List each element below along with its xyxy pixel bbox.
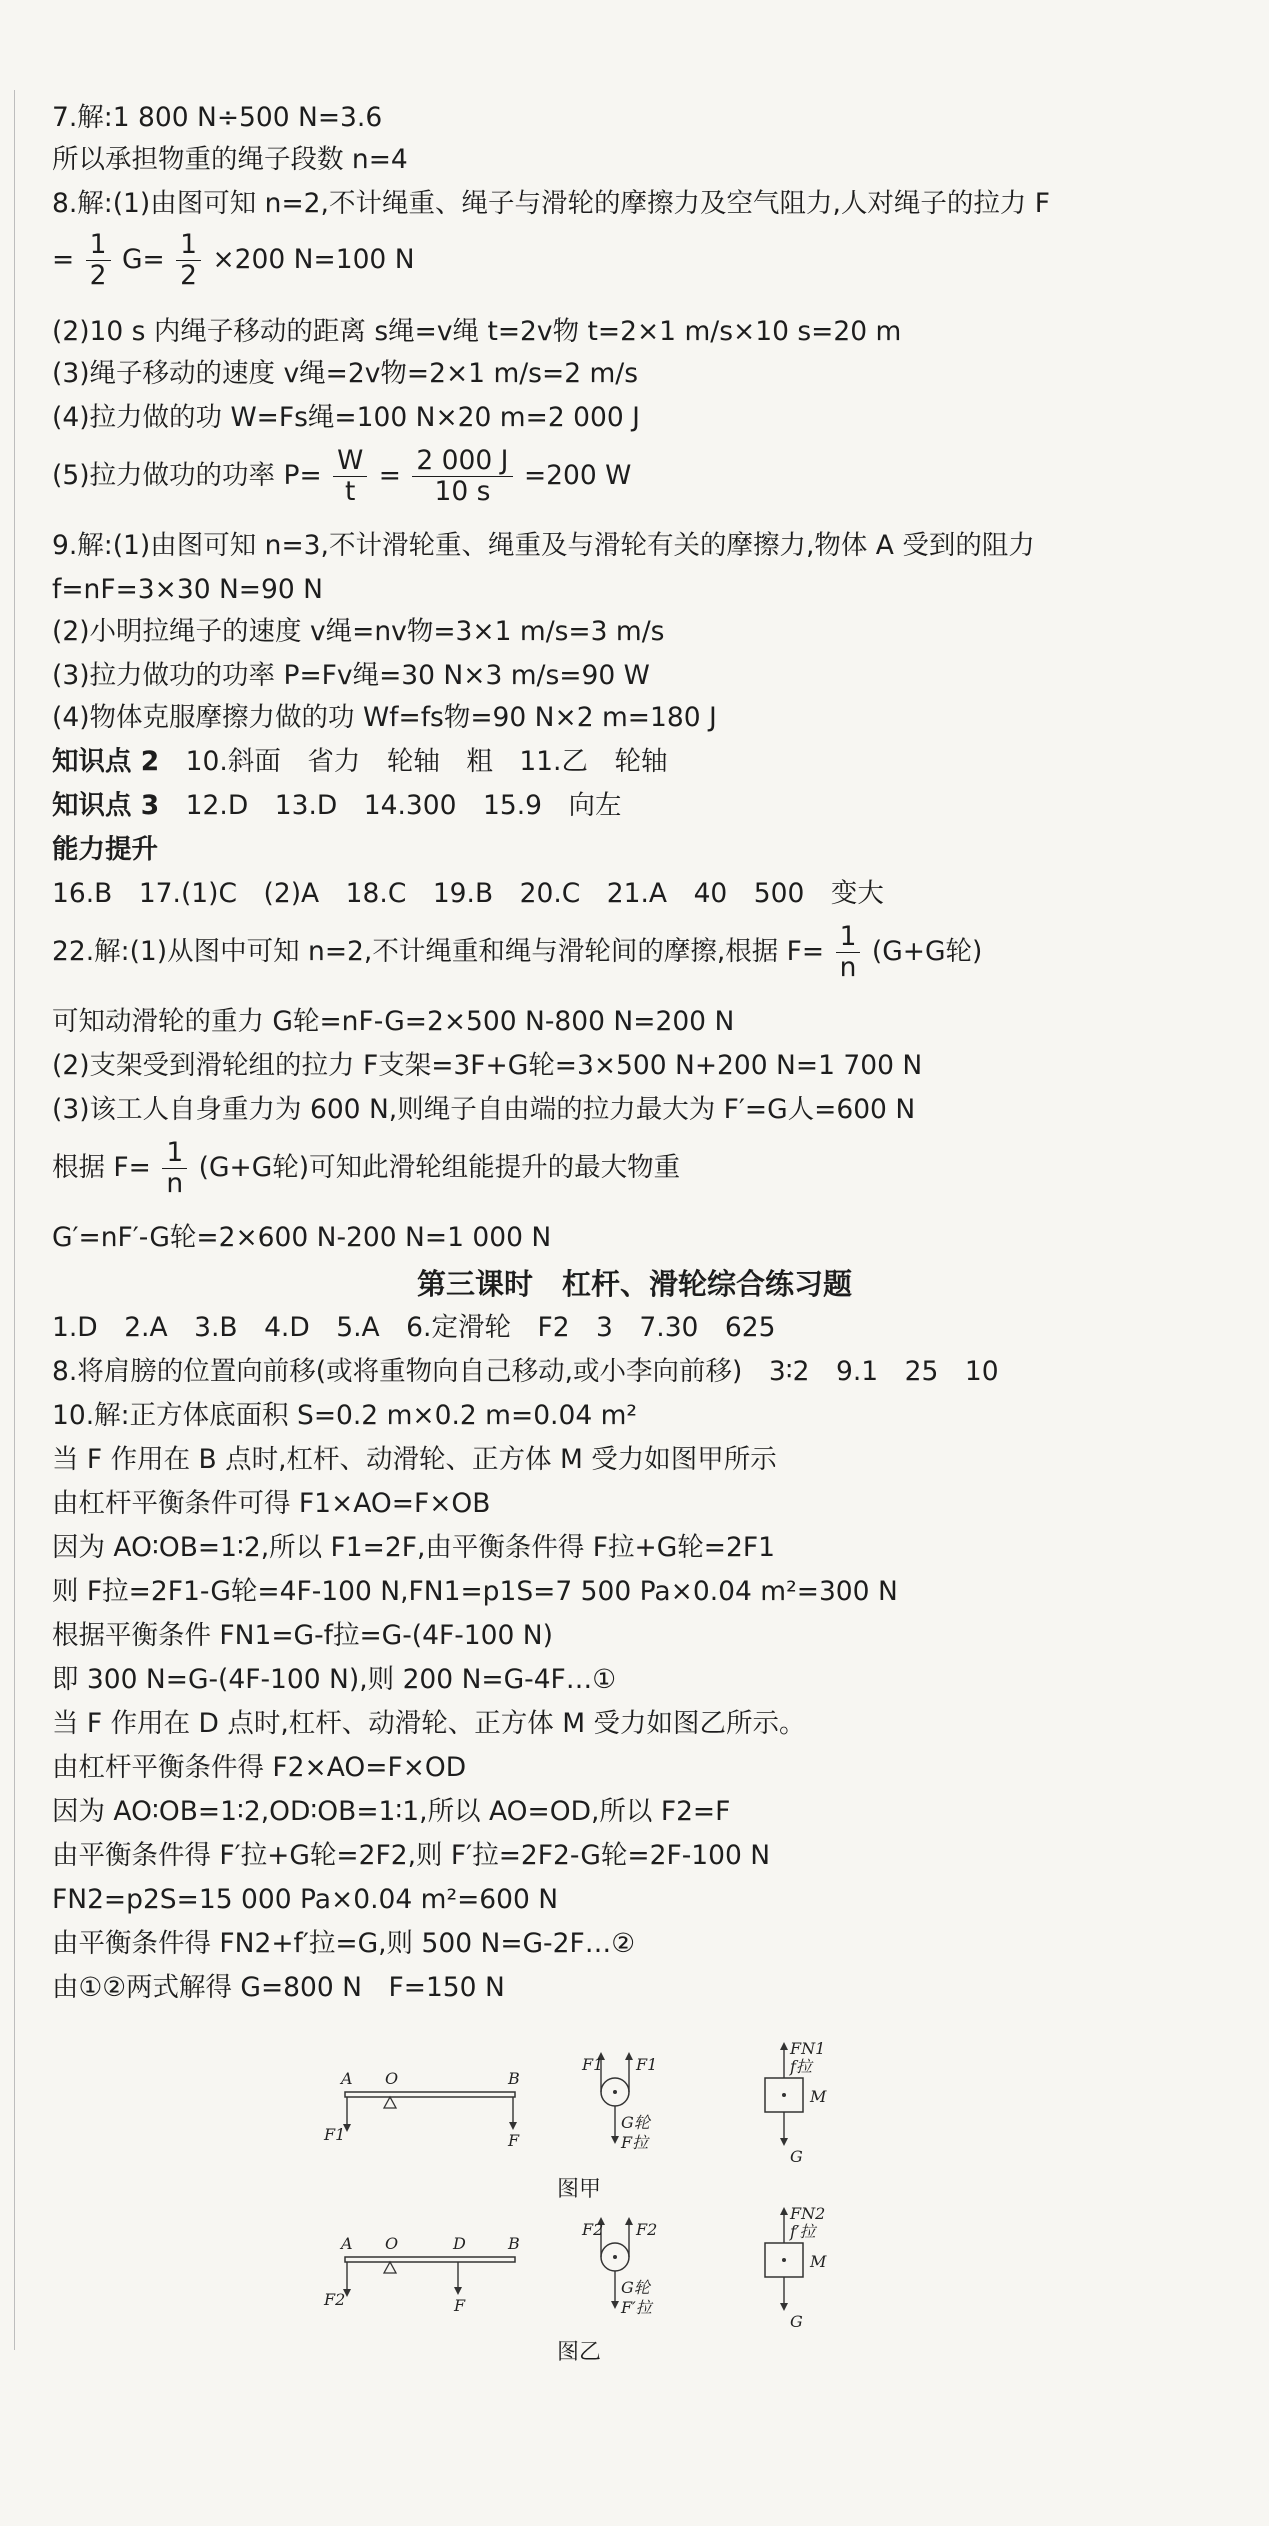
force-label-G-wheel: G轮 [621, 2278, 650, 2297]
text-line: (3)绳子移动的速度 v绳=2v物=2×1 m/s=2 m/s [52, 358, 639, 389]
force-label-f-pull: f拉 [790, 2057, 812, 2076]
text-line: 可知动滑轮的重力 G轮=nF-G=2×500 N-800 N=200 N [52, 1006, 735, 1037]
equation-line [52, 920, 982, 984]
text-line: f=nF=3×30 N=90 N [52, 574, 323, 605]
text-line: 即 300 N=G-(4F-100 N),则 200 N=G-4F…① [52, 1664, 617, 1695]
eq-text: = [378, 460, 401, 491]
force-label-F-pull: F拉 [621, 2133, 649, 2152]
fraction-numerator: 1 [176, 230, 201, 261]
point-label-B: B [508, 2234, 520, 2253]
fraction [176, 230, 201, 291]
answer-text: 10.斜面 省力 轮轴 粗 11.乙 轮轴 [185, 746, 668, 777]
section-title: 第三课时 杠杆、滑轮综合练习题 [416, 1267, 852, 1301]
force-label-F-pull: F′拉 [621, 2298, 652, 2317]
point-label-A: A [341, 2069, 353, 2088]
text-line: (2)支架受到滑轮组的拉力 F支架=3F+G轮=3×500 N+200 N=1 700 N [52, 1050, 923, 1081]
fraction-numerator: 2 000 J [412, 446, 512, 477]
fraction-numerator: 1 [836, 922, 861, 953]
force-label-F: F [508, 2131, 520, 2150]
text-line: 9.解:(1)由图可知 n=3,不计滑轮重、绳重及与滑轮有关的摩擦力,物体 A 受到的阻力 [52, 530, 1035, 561]
text-line: 因为 AO∶OB=1∶2,所以 F1=2F,由平衡条件得 F拉+G轮=2F1 [52, 1532, 775, 1563]
text-line: 由平衡条件得 F′拉+G轮=2F2,则 F′拉=2F2-G轮=2F-100 N [52, 1840, 771, 1871]
text-line: 由杠杆平衡条件得 F2×AO=F×OD [52, 1752, 467, 1783]
force-label-F2: F2 [324, 2290, 346, 2309]
equation-line [52, 1136, 680, 1200]
force-label-F2: F2 [582, 2220, 604, 2239]
block-diagram [765, 2205, 827, 2331]
text-line: 8.解:(1)由图可知 n=2,不计绳重、绳子与滑轮的摩擦力及空气阻力,人对绳子的拉力 F [52, 188, 1051, 219]
text-line: (4)拉力做的功 W=Fs绳=100 N×20 m=2 000 J [52, 402, 640, 433]
pulley-diagram [581, 2052, 657, 2152]
figure-jia [310, 2040, 850, 2175]
point-label-A: A [341, 2234, 353, 2253]
fraction [86, 230, 111, 291]
section-label: 知识点 2 [52, 746, 160, 777]
fraction [333, 446, 367, 507]
point-label-O: O [385, 2234, 399, 2253]
point-label-B: B [508, 2069, 520, 2088]
text-line: 7.解:1 800 N÷500 N=3.6 [52, 102, 383, 133]
force-label-F1: F1 [324, 2125, 346, 2144]
text-line: G′=nF′-G轮=2×600 N-200 N=1 000 N [52, 1222, 552, 1253]
text-line: 1.D 2.A 3.B 4.D 5.A 6.定滑轮 F2 3 7.30 625 [52, 1312, 776, 1343]
fraction-denominator: 2 [89, 260, 107, 291]
fraction-denominator: 10 s [434, 476, 491, 507]
force-label-G: G [790, 2312, 803, 2331]
fraction-numerator: 1 [162, 1138, 187, 1169]
fraction [836, 922, 861, 983]
force-label-G: G [790, 2147, 803, 2166]
eq-text: (G+G轮)可知此滑轮组能提升的最大物重 [198, 1152, 681, 1183]
point-label-O: O [385, 2069, 399, 2088]
pulley-diagram [581, 2217, 657, 2317]
fraction-numerator: W [333, 446, 367, 477]
eq-text: 22.解:(1)从图中可知 n=2,不计绳重和绳与滑轮间的摩擦,根据 F= [52, 936, 825, 967]
fraction-denominator: n [166, 1168, 184, 1199]
text-line: 因为 AO∶OB=1∶2,OD∶OB=1∶1,所以 AO=OD,所以 F2=F [52, 1796, 731, 1827]
figure-caption: 图甲 [557, 2177, 602, 2202]
text-line: (2)10 s 内绳子移动的距离 s绳=v绳 t=2v物 t=2×1 m/s×10 s=20 m [52, 316, 902, 347]
text-line: 由平衡条件得 FN2+f′拉=G,则 500 N=G-2F…② [52, 1928, 635, 1959]
equation-line [52, 444, 631, 508]
text-line: 所以承担物重的绳子段数 n=4 [52, 144, 408, 175]
force-label-FN: FN2 [790, 2205, 826, 2223]
eq-text: ×200 N=100 N [212, 244, 415, 275]
text-line: 8.将肩膀的位置向前移(或将重物向自己移动,或小李向前移) 3∶2 9.1 25 10 [52, 1356, 999, 1387]
text-line: 16.B 17.(1)C (2)A 18.C 19.B 20.C 21.A 40 500 变大 [52, 878, 884, 909]
text-line [52, 788, 622, 824]
block-diagram [765, 2040, 827, 2166]
fraction [162, 1138, 187, 1199]
text-line: 当 F 作用在 B 点时,杠杆、动滑轮、正方体 M 受力如图甲所示 [52, 1444, 777, 1475]
eq-text: = [52, 244, 75, 275]
lever-diagram [323, 2069, 520, 2150]
eq-text: (5)拉力做功的功率 P= [52, 460, 322, 491]
section-label: 知识点 3 [52, 790, 160, 821]
answer-text: 12.D 13.D 14.300 15.9 向左 [185, 790, 622, 821]
figure-yi [310, 2205, 850, 2340]
block-label-M: M [810, 2252, 827, 2271]
text-line: (4)物体克服摩擦力做的功 Wf=fs物=90 N×2 m=180 J [52, 702, 717, 733]
force-label-FN: FN1 [790, 2040, 826, 2058]
section-heading: 能力提升 [52, 834, 158, 865]
fraction-denominator: n [839, 952, 857, 983]
text-line: 由①②两式解得 G=800 N F=150 N [52, 1972, 505, 2003]
force-label-F1: F1 [582, 2055, 604, 2074]
force-label-F1: F1 [636, 2055, 658, 2074]
text-line: 10.解:正方体底面积 S=0.2 m×0.2 m=0.04 m² [52, 1400, 638, 1431]
fraction-denominator: t [345, 476, 356, 507]
page-margin-line [14, 90, 15, 2350]
text-line: (3)该工人自身重力为 600 N,则绳子自由端的拉力最大为 F′=G人=600 N [52, 1094, 916, 1125]
eq-text: G= [121, 244, 165, 275]
force-label-F2: F2 [636, 2220, 658, 2239]
eq-text: =200 W [523, 460, 632, 491]
force-label-F: F [454, 2296, 466, 2315]
figure-caption: 图乙 [557, 2340, 602, 2365]
lever-diagram [323, 2234, 520, 2315]
text-line: (3)拉力做功的功率 P=Fv绳=30 N×3 m/s=90 W [52, 660, 650, 691]
fraction [412, 446, 512, 507]
eq-text: (G+G轮) [871, 936, 983, 967]
text-line [52, 744, 667, 780]
force-label-G-wheel: G轮 [621, 2113, 650, 2132]
text-line: FN2=p2S=15 000 Pa×0.04 m²=600 N [52, 1884, 559, 1915]
text-line: 根据平衡条件 FN1=G-f拉=G-(4F-100 N) [52, 1620, 553, 1651]
eq-text: 根据 F= [52, 1152, 151, 1183]
block-label-M: M [810, 2087, 827, 2106]
fraction-denominator: 2 [180, 260, 198, 291]
fraction-numerator: 1 [86, 230, 111, 261]
force-label-f-pull: f′拉 [790, 2222, 816, 2241]
text-line: (2)小明拉绳子的速度 v绳=nv物=3×1 m/s=3 m/s [52, 616, 665, 647]
text-line: 则 F拉=2F1-G轮=4F-100 N,FN1=p1S=7 500 Pa×0.04 m²=300 N [52, 1576, 898, 1607]
text-line: 由杠杆平衡条件可得 F1×AO=F×OB [52, 1488, 491, 1519]
text-line: 当 F 作用在 D 点时,杠杆、动滑轮、正方体 M 受力如图乙所示。 [52, 1708, 806, 1739]
equation-line [52, 228, 415, 292]
point-label-D: D [453, 2234, 466, 2253]
